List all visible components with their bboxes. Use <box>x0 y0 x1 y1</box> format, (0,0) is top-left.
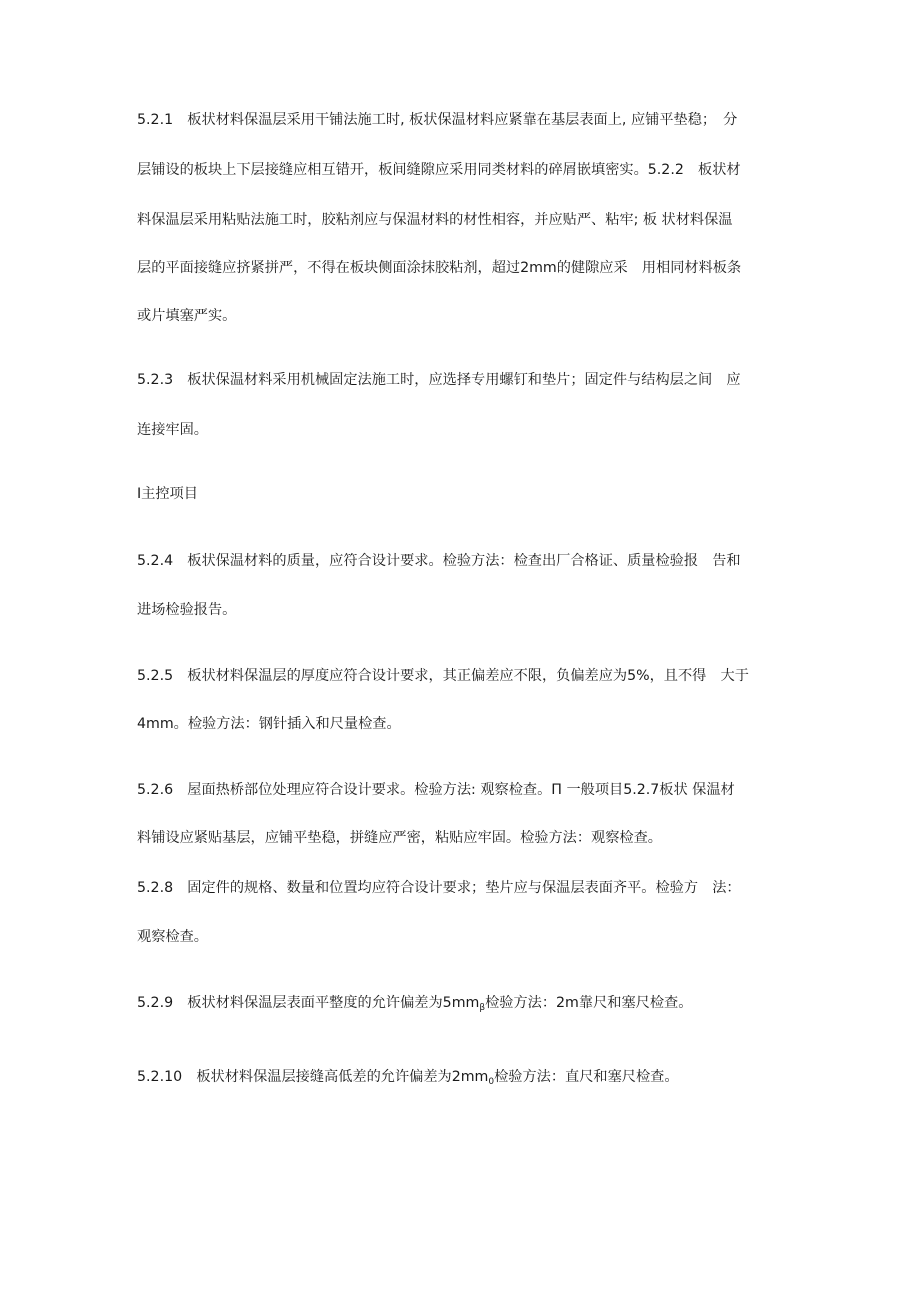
text-line: 5.2.8 固定件的规格、数量和位置均应符合设计要求；垫片应与保温层表面齐平。检验方 法： <box>137 880 741 896</box>
subscript-mark: β <box>479 1003 486 1013</box>
text-line: 5.2.3 板状保温材料采用机械固定法施工时，应选择专用螺钉和垫片；固定件与结构层之间 应 <box>137 372 741 388</box>
subscript-mark: 0 <box>488 1077 495 1087</box>
text-line: 5.2.1 板状材料保温层采用干铺法施工时, 板状保温材料应紧靠在基层表面上, 应铺平垫稳； 分 <box>137 112 738 128</box>
text-segment: 5.2.9 板状材料保温层表面平整度的允许偏差为5mm <box>137 995 480 1011</box>
text-line: 4mm。检验方法：钢针插入和尺量检查。 <box>137 716 401 732</box>
text-line: 观察检查。 <box>137 929 208 945</box>
text-line: 连接牢固。 <box>137 422 208 438</box>
text-line: 5.2.4 板状保温材料的质量，应符合设计要求。检验方法：检查出厂合格证、质量检验报 告和 <box>137 553 741 569</box>
section-heading: I主控项目 <box>137 486 198 502</box>
text-line: 料铺设应紧贴基层，应铺平垫稳，拼缝应严密，粘贴应牢固。检验方法：观察检查。 <box>137 830 662 846</box>
text-line-5-2-10 <box>137 1067 797 1087</box>
text-line: 5.2.6 屋面热桥部位处理应符合设计要求。检验方法: 观察检查。Π 一般项目5.2.7板状 保温材 <box>137 782 735 798</box>
text-line-5-2-9 <box>137 993 797 1013</box>
text-line: 进场检验报告。 <box>137 602 237 618</box>
text-segment: 检验方法：直尺和塞尺检查。 <box>494 1069 679 1085</box>
text-segment: 检验方法：2m靠尺和塞尺检查。 <box>485 995 693 1011</box>
text-line: 层的平面接缝应挤紧拼严，不得在板块侧面涂抹胶粘剂，超过2mm的健隙应采 用相同材料板条 <box>137 260 742 276</box>
text-line: 料保温层采用粘贴法施工时，胶粘剂应与保温材料的材性相容，并应贴严、粘牢; 板 状材料保温 <box>137 212 733 228</box>
text-segment: 5.2.10 板状材料保温层接缝高低差的允许偏差为2mm <box>137 1069 489 1085</box>
text-line: 层铺设的板块上下层接缝应相互错开，板间缝隙应采用同类材料的碎屑嵌填密实。5.2.2 板状材 <box>137 162 741 178</box>
text-line: 5.2.5 板状材料保温层的厚度应符合设计要求，其正偏差应不限，负偏差应为5%，且不得 大于 <box>137 668 749 684</box>
text-line: 或片填塞严实。 <box>137 308 237 324</box>
